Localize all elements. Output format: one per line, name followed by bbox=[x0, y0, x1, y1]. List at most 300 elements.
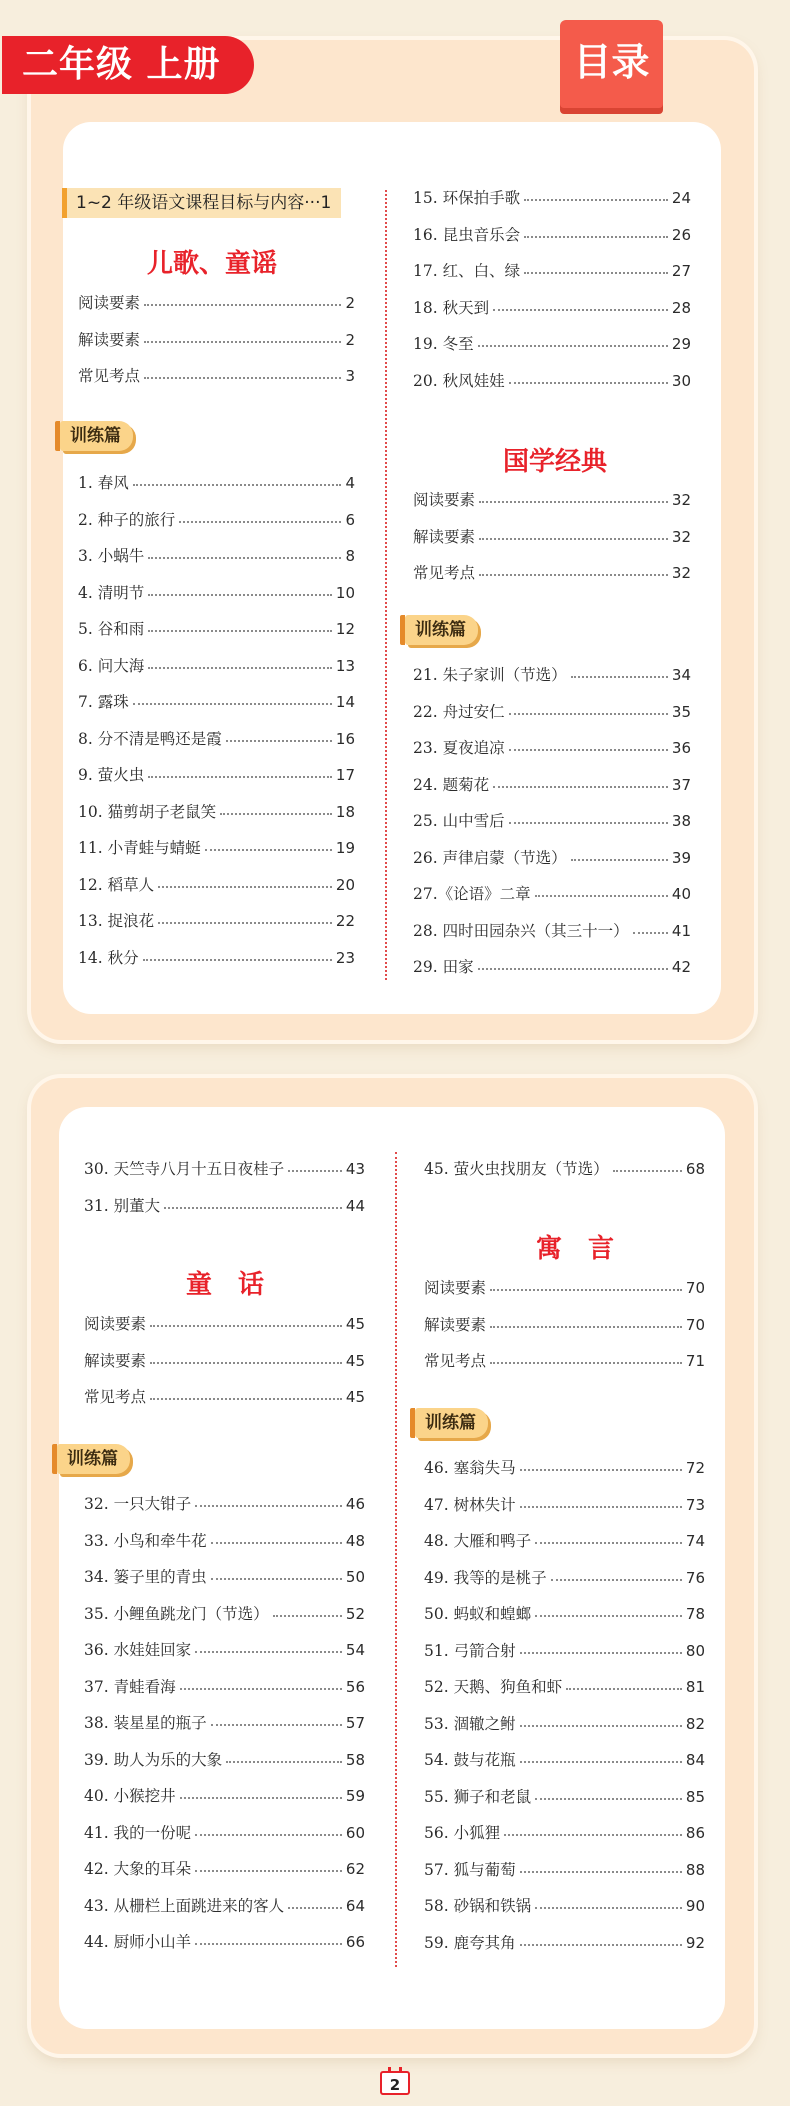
toc-entry[interactable] bbox=[413, 699, 691, 723]
toc-entry-title: 47. 树林失计 bbox=[424, 1495, 516, 1514]
toc-entry-title: 29. 田家 bbox=[413, 958, 474, 976]
toc-entry[interactable] bbox=[84, 1601, 365, 1625]
leader-dots bbox=[273, 1599, 342, 1617]
leader-dots bbox=[633, 916, 668, 934]
leader-dots bbox=[205, 833, 332, 851]
toc-entry-title: 13. 捉浪花 bbox=[78, 912, 155, 930]
leader-dots bbox=[180, 1781, 342, 1799]
toc-entry-title: 19. 冬至 bbox=[413, 335, 474, 353]
leader-dots bbox=[509, 697, 668, 715]
toc-entry-title: 30. 天竺寺八月十五日夜桂子 bbox=[84, 1160, 285, 1178]
toc-entry[interactable] bbox=[424, 1857, 705, 1881]
toc-entry-title: 解读要素 bbox=[78, 330, 141, 349]
column-divider bbox=[385, 190, 387, 980]
toc-entry-title: 50. 蚂蚁和蝗螂 bbox=[424, 1605, 532, 1623]
section-title: 儿歌、童谣 bbox=[146, 249, 277, 279]
leader-dots bbox=[133, 468, 342, 486]
toc-entry[interactable] bbox=[413, 808, 691, 832]
toc-entry-page: 24 bbox=[671, 189, 691, 207]
toc-entry[interactable] bbox=[413, 524, 691, 548]
section-title: 寓 言 bbox=[535, 1234, 614, 1264]
leader-dots bbox=[195, 1854, 342, 1872]
toc-entry-page: 78 bbox=[685, 1605, 705, 1623]
toc-entry[interactable] bbox=[78, 908, 355, 932]
toc-entry-page: 68 bbox=[685, 1160, 705, 1178]
toc-entry-page: 38 bbox=[671, 812, 691, 830]
leader-dots bbox=[164, 1191, 342, 1209]
toc-entry-page: 42 bbox=[671, 958, 691, 976]
toc-entry[interactable] bbox=[78, 290, 355, 314]
leader-dots bbox=[180, 1672, 342, 1690]
toc-entry-title: 52. 天鹅、狗鱼和虾 bbox=[424, 1678, 563, 1696]
toc-entry[interactable] bbox=[84, 1384, 365, 1408]
leader-dots bbox=[148, 541, 341, 559]
toc-entry[interactable] bbox=[78, 507, 355, 531]
toc-entry[interactable] bbox=[424, 1275, 705, 1299]
leader-dots bbox=[520, 1928, 682, 1946]
toc-entry[interactable] bbox=[413, 185, 691, 209]
leader-dots bbox=[150, 1382, 342, 1400]
leader-dots bbox=[504, 1818, 682, 1836]
toc-entry-title: 45. 萤火虫找朋友（节选） bbox=[424, 1160, 609, 1178]
toc-entry-page: 41 bbox=[671, 921, 691, 940]
toc-entry[interactable] bbox=[84, 1893, 365, 1917]
leader-dots bbox=[509, 806, 668, 824]
toc-entry[interactable] bbox=[78, 872, 355, 896]
leader-dots bbox=[133, 687, 332, 705]
toc-entry-page: 46 bbox=[345, 1495, 365, 1513]
leader-dots bbox=[158, 870, 332, 888]
leader-dots bbox=[551, 1563, 682, 1581]
toc-entry[interactable] bbox=[413, 487, 691, 511]
leader-dots bbox=[524, 220, 668, 238]
toc-entry-page: 58 bbox=[345, 1750, 365, 1769]
toc-entry[interactable] bbox=[413, 772, 691, 796]
leader-dots bbox=[179, 505, 341, 523]
toc-entry[interactable] bbox=[413, 295, 691, 319]
toc-entry-title: 3. 小蜗牛 bbox=[78, 547, 145, 565]
toc-entry-page: 30 bbox=[671, 371, 691, 390]
toc-entry-title: 11. 小青蛙与蜻蜓 bbox=[78, 839, 201, 857]
toc-entry[interactable] bbox=[84, 1348, 365, 1372]
leader-dots bbox=[144, 361, 341, 379]
toc-entry-title: 8. 分不清是鸭还是霞 bbox=[78, 729, 222, 748]
leader-dots bbox=[226, 1745, 342, 1763]
toc-entry[interactable] bbox=[413, 560, 691, 584]
toc-entry-title: 49. 我等的是桃子 bbox=[424, 1568, 547, 1587]
leader-dots bbox=[479, 558, 668, 576]
toc-entry-title: 35. 小鲤鱼跳龙门（节选） bbox=[84, 1604, 269, 1623]
leader-dots bbox=[524, 256, 668, 274]
leader-dots bbox=[144, 325, 341, 343]
leader-dots bbox=[490, 1346, 682, 1364]
leader-dots bbox=[148, 614, 332, 632]
toc-entry[interactable] bbox=[413, 368, 691, 392]
toc-entry-page: 37 bbox=[671, 775, 691, 794]
toc-entry-page: 70 bbox=[685, 1279, 705, 1297]
toc-entry-page: 3 bbox=[345, 367, 355, 385]
leader-dots bbox=[509, 366, 668, 384]
toc-entry-title: 10. 猫剪胡子老鼠笑 bbox=[78, 802, 217, 821]
leader-dots bbox=[288, 1891, 342, 1909]
toc-entry-page: 84 bbox=[685, 1751, 705, 1769]
leader-dots bbox=[150, 1309, 342, 1327]
toc-entry[interactable] bbox=[78, 327, 355, 351]
toc-entry[interactable] bbox=[78, 726, 355, 750]
toc-entry[interactable] bbox=[78, 653, 355, 677]
leader-dots bbox=[226, 724, 332, 742]
toc-entry-title: 44. 厨师小山羊 bbox=[84, 1933, 192, 1951]
toc-entry[interactable] bbox=[413, 918, 691, 942]
toc-entry-page: 22 bbox=[335, 912, 355, 930]
toc-entry-page: 45 bbox=[345, 1388, 365, 1406]
toc-entry-page: 43 bbox=[345, 1160, 365, 1178]
toc-entry[interactable] bbox=[84, 1783, 365, 1807]
toc-entry-title: 59. 鹿夸其角 bbox=[424, 1933, 516, 1952]
toc-entry-title: 48. 大雁和鸭子 bbox=[424, 1532, 532, 1550]
toc-entry-page: 16 bbox=[335, 729, 355, 748]
toc-entry-page: 10 bbox=[335, 583, 355, 602]
toc-entry-page: 36 bbox=[671, 739, 691, 757]
toc-entry-page: 74 bbox=[685, 1532, 705, 1550]
section-title: 童 话 bbox=[185, 1270, 264, 1300]
leader-dots bbox=[211, 1708, 342, 1726]
toc-entry-page: 6 bbox=[345, 510, 355, 529]
leader-dots bbox=[144, 288, 341, 306]
leader-dots bbox=[158, 906, 332, 924]
toc-entry[interactable] bbox=[78, 799, 355, 823]
toc-entry-page: 4 bbox=[345, 474, 355, 492]
toc-entry-page: 86 bbox=[685, 1824, 705, 1842]
toc-entry-page: 8 bbox=[345, 547, 355, 565]
toc-entry-title: 1. 春风 bbox=[78, 474, 129, 492]
toc-entry[interactable] bbox=[78, 945, 355, 969]
toc-entry[interactable] bbox=[84, 1156, 365, 1180]
toc-entry-title: 28. 四时田园杂兴（其三十一） bbox=[413, 921, 629, 940]
toc-entry-title: 32. 一只大钳子 bbox=[84, 1495, 192, 1513]
toc-entry-title: 常见考点 bbox=[424, 1352, 487, 1370]
toc-entry-title: 53. 涸辙之鲋 bbox=[424, 1714, 516, 1733]
toc-entry-title: 18. 秋天到 bbox=[413, 298, 490, 317]
toc-entry-title: 阅读要素 bbox=[413, 491, 476, 509]
leader-dots bbox=[148, 578, 332, 596]
training-tag: 训练篇 bbox=[57, 1444, 130, 1474]
leader-dots bbox=[211, 1562, 342, 1580]
toc-entry[interactable] bbox=[84, 1564, 365, 1588]
toc-entry-title: 阅读要素 bbox=[424, 1279, 487, 1297]
toc-entry[interactable] bbox=[84, 1311, 365, 1335]
toc-entry[interactable] bbox=[78, 580, 355, 604]
toc-entry-page: 44 bbox=[345, 1196, 365, 1215]
toc-entry-title: 38. 装星星的瓶子 bbox=[84, 1714, 207, 1732]
toc-entry[interactable] bbox=[413, 881, 691, 905]
toc-entry-title: 15. 环保拍手歌 bbox=[413, 189, 521, 207]
toc-entry[interactable] bbox=[424, 1638, 705, 1662]
toc-entry-page: 80 bbox=[685, 1641, 705, 1660]
toc-entry-title: 26. 声律启蒙（节选） bbox=[413, 848, 567, 867]
grade-banner: 二年级 上册 bbox=[2, 36, 254, 94]
toc-entry-title: 33. 小鸟和牵牛花 bbox=[84, 1531, 207, 1550]
toc-entry-title: 12. 稻草人 bbox=[78, 875, 155, 894]
toc-entry-page: 92 bbox=[685, 1933, 705, 1952]
toc-entry[interactable] bbox=[78, 363, 355, 387]
toc-entry-page: 88 bbox=[685, 1860, 705, 1879]
leader-dots bbox=[493, 293, 668, 311]
toc-entry[interactable] bbox=[424, 1348, 705, 1372]
toc-entry-page: 45 bbox=[345, 1315, 365, 1333]
toc-entry-title: 55. 狮子和老鼠 bbox=[424, 1787, 532, 1806]
toc-entry-page: 56 bbox=[345, 1677, 365, 1696]
toc-entry-title: 常见考点 bbox=[413, 564, 476, 582]
toc-entry-page: 26 bbox=[671, 225, 691, 244]
goal-title: 1~2 年级语文课程目标与内容 bbox=[76, 193, 305, 213]
toc-entry-page: 27 bbox=[671, 262, 691, 280]
training-tag: 训练篇 bbox=[415, 1408, 488, 1438]
toc-entry[interactable] bbox=[424, 1492, 705, 1516]
leader-dots bbox=[143, 943, 332, 961]
toc-entry-page: 85 bbox=[685, 1787, 705, 1806]
toc-entry[interactable] bbox=[84, 1820, 365, 1844]
toc-entry-page: 73 bbox=[685, 1495, 705, 1514]
toc-entry[interactable] bbox=[84, 1674, 365, 1698]
toc-entry[interactable] bbox=[78, 762, 355, 786]
goal-dots: ··· bbox=[304, 193, 321, 213]
toc-entry[interactable] bbox=[413, 845, 691, 869]
toc-entry-title: 23. 夏夜追凉 bbox=[413, 739, 505, 757]
column-divider bbox=[395, 1152, 397, 1967]
toc-entry-title: 解读要素 bbox=[413, 527, 476, 546]
toc-entry-title: 36. 水娃娃回家 bbox=[84, 1641, 192, 1659]
toc-entry[interactable] bbox=[424, 1784, 705, 1808]
toc-entry-title: 54. 鼓与花瓶 bbox=[424, 1751, 516, 1769]
leader-dots bbox=[520, 1745, 682, 1763]
leader-dots bbox=[535, 879, 668, 897]
leader-dots bbox=[571, 660, 668, 678]
toc-entry-title: 常见考点 bbox=[84, 1388, 147, 1406]
toc-entry-title: 22. 舟过安仁 bbox=[413, 702, 505, 721]
toc-entry-title: 解读要素 bbox=[84, 1351, 147, 1370]
goal-entry[interactable] bbox=[62, 188, 341, 218]
toc-entry-page: 45 bbox=[345, 1351, 365, 1370]
toc-entry-title: 56. 小狐狸 bbox=[424, 1824, 501, 1842]
toc-entry-page: 48 bbox=[345, 1531, 365, 1550]
training-tag: 训练篇 bbox=[405, 615, 478, 645]
toc-entry-page: 90 bbox=[685, 1897, 705, 1915]
leader-dots bbox=[478, 952, 668, 970]
toc-entry-page: 28 bbox=[671, 298, 691, 317]
toc-entry-title: 解读要素 bbox=[424, 1315, 487, 1334]
toc-entry-title: 34. 篓子里的青虫 bbox=[84, 1568, 207, 1586]
toc-entry-page: 40 bbox=[671, 885, 691, 903]
toc-entry[interactable] bbox=[84, 1710, 365, 1734]
toc-entry-page: 18 bbox=[335, 802, 355, 821]
toc-entry-title: 40. 小猴挖井 bbox=[84, 1787, 176, 1805]
leader-dots bbox=[478, 329, 668, 347]
leader-dots bbox=[195, 1635, 342, 1653]
toc-entry[interactable] bbox=[424, 1711, 705, 1735]
toc-entry-title: 39. 助人为乐的大象 bbox=[84, 1750, 223, 1769]
toc-entry[interactable] bbox=[424, 1893, 705, 1917]
toc-entry[interactable] bbox=[424, 1674, 705, 1698]
toc-entry-title: 阅读要素 bbox=[78, 294, 141, 312]
toc-entry-page: 2 bbox=[345, 330, 355, 349]
toc-entry-page: 39 bbox=[671, 848, 691, 867]
leader-dots bbox=[195, 1818, 342, 1836]
toc-entry[interactable] bbox=[413, 258, 691, 282]
toc-entry[interactable] bbox=[413, 662, 691, 686]
toc-entry-title: 7. 露珠 bbox=[78, 693, 129, 711]
toc-entry-title: 常见考点 bbox=[78, 367, 141, 385]
toc-entry-page: 17 bbox=[335, 766, 355, 784]
toc-entry-page: 19 bbox=[335, 839, 355, 857]
toc-entry-title: 14. 秋分 bbox=[78, 948, 139, 967]
toc-entry[interactable] bbox=[424, 1820, 705, 1844]
leader-dots bbox=[479, 522, 668, 540]
toc-entry-page: 50 bbox=[345, 1568, 365, 1586]
leader-dots bbox=[211, 1526, 342, 1544]
leader-dots bbox=[220, 797, 332, 815]
toc-entry[interactable] bbox=[78, 543, 355, 567]
toc-entry-title: 37. 青蛙看海 bbox=[84, 1677, 176, 1696]
toc-entry[interactable] bbox=[84, 1491, 365, 1515]
toc-entry-page: 23 bbox=[335, 948, 355, 967]
toc-entry[interactable] bbox=[424, 1455, 705, 1479]
toc-entry-title: 25. 山中雪后 bbox=[413, 812, 505, 830]
toc-entry-title: 31. 别董大 bbox=[84, 1196, 161, 1215]
toc-entry-title: 4. 清明节 bbox=[78, 583, 145, 602]
toc-entry-title: 42. 大象的耳朵 bbox=[84, 1860, 192, 1878]
toc-entry[interactable] bbox=[78, 616, 355, 640]
leader-dots bbox=[535, 1526, 682, 1544]
toc-entry-title: 24. 题菊花 bbox=[413, 775, 490, 794]
leader-dots bbox=[520, 1453, 682, 1471]
toc-entry-page: 70 bbox=[685, 1315, 705, 1334]
toc-entry[interactable] bbox=[413, 331, 691, 355]
toc-entry-page: 35 bbox=[671, 702, 691, 721]
contents-label: 目录 bbox=[560, 20, 663, 108]
toc-entry[interactable] bbox=[84, 1193, 365, 1217]
toc-entry-title: 17. 红、白、绿 bbox=[413, 262, 521, 280]
toc-entry-page: 57 bbox=[345, 1714, 365, 1732]
toc-entry-page: 32 bbox=[671, 527, 691, 546]
goal-page: 1 bbox=[320, 193, 332, 213]
toc-entry-title: 57. 狐与葡萄 bbox=[424, 1860, 516, 1879]
leader-dots bbox=[571, 843, 668, 861]
toc-entry-page: 12 bbox=[335, 620, 355, 638]
toc-entry[interactable] bbox=[424, 1930, 705, 1954]
toc-entry-title: 9. 萤火虫 bbox=[78, 766, 145, 784]
toc-entry-page: 14 bbox=[335, 693, 355, 711]
toc-entry[interactable] bbox=[424, 1312, 705, 1336]
toc-entry-page: 32 bbox=[671, 491, 691, 509]
toc-entry[interactable] bbox=[424, 1528, 705, 1552]
leader-dots bbox=[535, 1599, 682, 1617]
leader-dots bbox=[520, 1855, 682, 1873]
toc-entry-title: 16. 昆虫音乐会 bbox=[413, 225, 521, 244]
toc-entry-title: 58. 砂锅和铁锅 bbox=[424, 1897, 532, 1915]
toc-entry-page: 81 bbox=[685, 1678, 705, 1696]
toc-entry-page: 82 bbox=[685, 1714, 705, 1733]
section-title: 国学经典 bbox=[502, 447, 607, 477]
toc-entry[interactable] bbox=[413, 735, 691, 759]
toc-entry[interactable] bbox=[78, 689, 355, 713]
toc-entry-title: 46. 塞翁失马 bbox=[424, 1459, 516, 1477]
toc-entry-page: 66 bbox=[345, 1933, 365, 1951]
toc-entry-page: 76 bbox=[685, 1568, 705, 1587]
toc-entry-page: 60 bbox=[345, 1823, 365, 1842]
page-number: 2 bbox=[380, 2071, 410, 2095]
toc-entry-page: 59 bbox=[345, 1787, 365, 1805]
leader-dots bbox=[509, 733, 668, 751]
toc-entry[interactable] bbox=[413, 954, 691, 978]
toc-entry[interactable] bbox=[84, 1747, 365, 1771]
leader-dots bbox=[520, 1490, 682, 1508]
toc-entry[interactable] bbox=[78, 835, 355, 859]
toc-entry-title: 6. 问大海 bbox=[78, 656, 145, 675]
toc-entry[interactable] bbox=[424, 1156, 705, 1180]
leader-dots bbox=[490, 1273, 682, 1291]
toc-entry-page: 2 bbox=[345, 294, 355, 312]
toc-entry[interactable] bbox=[424, 1565, 705, 1589]
leader-dots bbox=[288, 1154, 342, 1172]
toc-entry-page: 34 bbox=[671, 666, 691, 684]
toc-entry-title: 2. 种子的旅行 bbox=[78, 510, 176, 529]
toc-entry-title: 41. 我的一份呢 bbox=[84, 1823, 192, 1842]
toc-entry[interactable] bbox=[84, 1637, 365, 1661]
toc-entry-page: 32 bbox=[671, 564, 691, 582]
toc-entry-page: 54 bbox=[345, 1641, 365, 1659]
training-tag: 训练篇 bbox=[60, 421, 133, 451]
leader-dots bbox=[520, 1636, 682, 1654]
toc-entry-title: 51. 弓箭合射 bbox=[424, 1641, 516, 1660]
toc-entry[interactable] bbox=[413, 222, 691, 246]
toc-entry-page: 72 bbox=[685, 1459, 705, 1477]
toc-entry-title: 20. 秋风娃娃 bbox=[413, 371, 505, 390]
leader-dots bbox=[520, 1709, 682, 1727]
toc-entry[interactable] bbox=[84, 1929, 365, 1953]
toc-entry-page: 20 bbox=[335, 875, 355, 894]
toc-entry-title: 21. 朱子家训（节选） bbox=[413, 666, 567, 684]
leader-dots bbox=[195, 1927, 342, 1945]
leader-dots bbox=[535, 1891, 682, 1909]
leader-dots bbox=[535, 1782, 682, 1800]
leader-dots bbox=[148, 651, 332, 669]
toc-entry-page: 52 bbox=[345, 1604, 365, 1623]
leader-dots bbox=[566, 1672, 682, 1690]
toc-entry-page: 71 bbox=[685, 1352, 705, 1370]
toc-entry-page: 64 bbox=[345, 1896, 365, 1915]
toc-entry[interactable] bbox=[84, 1528, 365, 1552]
toc-entry-page: 62 bbox=[345, 1860, 365, 1878]
leader-dots bbox=[490, 1310, 682, 1328]
toc-entry-title: 43. 从栅栏上面跳进来的客人 bbox=[84, 1896, 285, 1915]
toc-entry-page: 13 bbox=[335, 656, 355, 675]
leader-dots bbox=[479, 485, 668, 503]
leader-dots bbox=[524, 183, 668, 201]
toc-entry[interactable] bbox=[424, 1747, 705, 1771]
toc-entry-title: 27.《论语》二章 bbox=[413, 885, 531, 903]
toc-entry[interactable] bbox=[78, 470, 355, 494]
toc-entry-page: 29 bbox=[671, 335, 691, 353]
leader-dots bbox=[493, 770, 668, 788]
leader-dots bbox=[148, 760, 332, 778]
leader-dots bbox=[195, 1489, 342, 1507]
toc-entry[interactable] bbox=[424, 1601, 705, 1625]
toc-entry-title: 阅读要素 bbox=[84, 1315, 147, 1333]
toc-entry-title: 5. 谷和雨 bbox=[78, 620, 145, 638]
leader-dots bbox=[613, 1154, 682, 1172]
toc-entry[interactable] bbox=[84, 1856, 365, 1880]
